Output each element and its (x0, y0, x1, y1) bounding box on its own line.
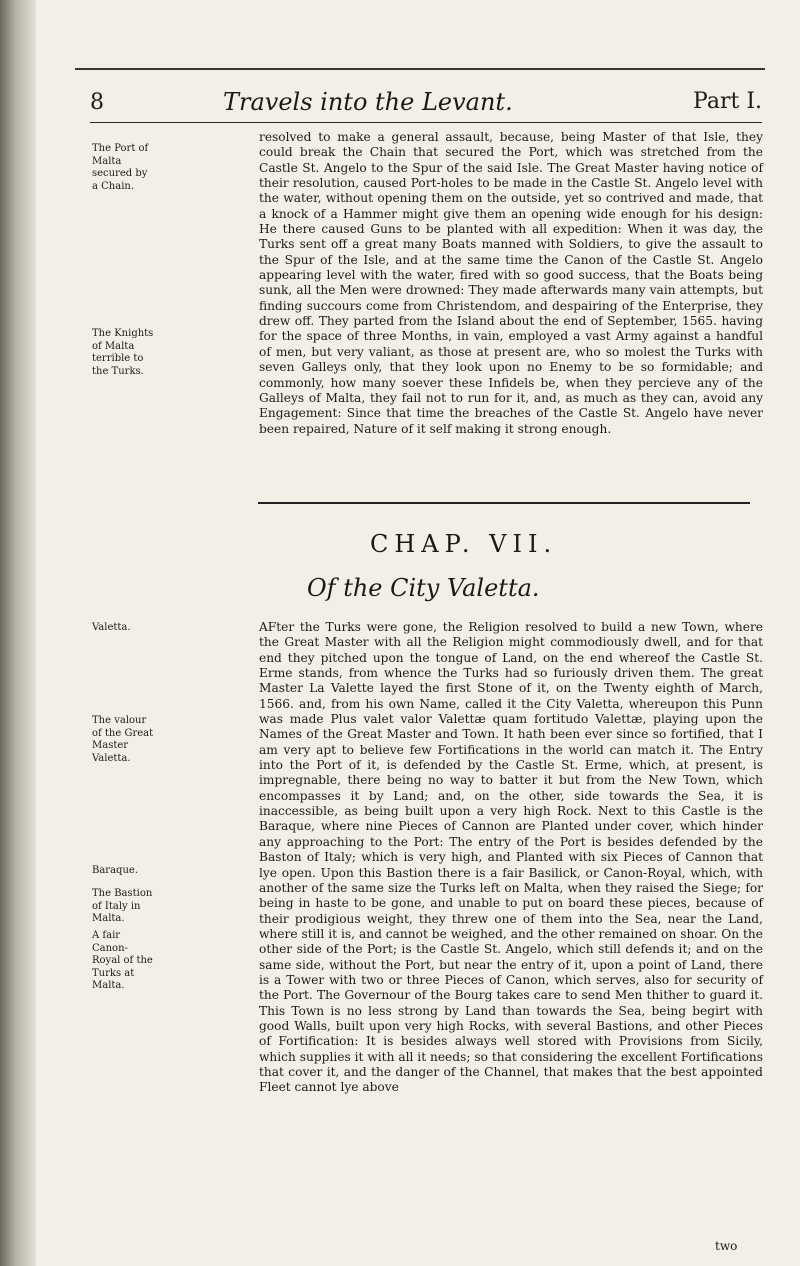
part-label: Part I. (693, 89, 762, 114)
margin-note-port-chain: The Port of Malta secured by a Chain. (92, 143, 149, 192)
margin-note-valetta: Valetta. (92, 622, 131, 633)
page-gutter-shadow (0, 0, 36, 1266)
catchword: two (715, 1239, 738, 1253)
margin-note-bastion: The Bastion of Italy in Malta. (92, 888, 153, 925)
margin-note-valour: The valour of the Great Master Valetta. (92, 715, 154, 764)
paragraph-valetta: AFter the Turks were gone, the Religion resolved to build a new Town, where the Great Master with all the Religion might commodiously dwell, and for that end they pitched upon the tongue of Land, on the end whereof the Castle St. Erme stands, from whence the Turks had so furiously driven them. The great Master La Valette layed the first Stone of it, on the Twenty eighth of March, 1566. and, from his own Name, called it the City Valetta, whereupon this Punn was made Plus valet valor Valettæ quam fortitudo Valettæ, playing upon the Names of the Great Master and Town. It hath been ever since so fortified, that I am very apt to believe few Fortifications in the world can match it. The Entry into the Port of it, is defended by the Castle St. Erme, which, at present, is impregnable, there being no way to batter it but from the New Town, which encompasses it by Land; and, on the other, side towards the Sea, it is inaccessible, as being built upon a very high Rock. Next to this Castle is the Baraque, where nine Pieces of Cannon are Planted under cover, which hinder any approaching to the Port: The entry of the Port is besides defended by the Baston of Italy; which is very high, and Planted with six Pieces of Cannon that lye open. Upon this Bastion there is a fair Basilick, or Canon-Royal, which, with another of the same size the Turks left on Malta, when they raised the Siege; for being in haste to be gone, and unable to put on board these pieces, because of their prodigious weight, they threw one of them into the Sea, near the Land, where still it is, and cannot be weighed, and the other remained on shoar. On the other side of the Port; is the Castle St. Angelo, which still defends it; and on the same side, without the Port, but near the entry of it, upon a point of Land, there is a Tower with two or three Pieces of Canon, which serves, also for security of the Port. The Governour of the Bourg takes care to send Men thither to guard it. This Town is no less strong by Land than towards the Sea, being begirt with good Walls, built upon very high Rocks, with several Bastions, and other Pieces of Fortification: It is besides always well stored with Provisions from Sicily, which supplies it with all it needs; so that considering the excellent Fortifications that cover it, and the danger of the Channel, that makes that the best appointed Fleet cannot lye above (259, 620, 763, 1095)
chapter-title: Of the City Valetta. (307, 574, 540, 602)
margin-note-baraque: Baraque. (92, 865, 138, 876)
header-rule (90, 122, 762, 123)
chapter-heading: CHAP. VII. (370, 530, 558, 558)
page-number: 8 (90, 90, 104, 115)
page-top-edge (75, 68, 765, 70)
chapter-rule (258, 502, 750, 504)
running-header (90, 90, 762, 130)
margin-note-canon-royal: A fair Canon-Royal of the Turks at Malta. (92, 930, 153, 992)
running-title: Travels into the Levant. (223, 88, 513, 116)
paragraph-siege: resolved to make a general assault, because, being Master of that Isle, they could break the Chain that secured the Port, which was stretched from the Castle St. Angelo to the Spur of the said Isle. The Great Master having notice of their resolution, caused Port-holes to be made in the Castle St. Angelo level with the water, without opening them on the outside, yet so contrived and made, that a knock of a Hammer might give them an opening wide enough for his design: He there caused Guns to be planted with all expedition: When it was day, the Turks sent off a great many Boats manned with Soldiers, to give the assault to the Spur of the Isle, and at the same time the Canon of the Castle St. Angelo appearing level with the water, fired with so good success, that the Boats being sunk, all the Men were drowned: They made afterwards many vain attempts, but finding succours come from Christendom, and despairing of the Enterprise, they drew off. They parted from the Island about the end of September, 1565. having for the space of three Months, in vain, employed a vast Army against a handful of men, but very valiant, as those at present are, who so molest the Turks with seven Galleys only, that they look upon no Enemy to be so formidable; and commonly, how many soever these Infidels be, when they percieve any of the Galleys of Malta, they fail not to run for it, and, as much as they can, avoid any Engagement: Since that time the breaches of the Castle St. Angelo have never been repaired, Nature of it self making it strong enough. (259, 130, 763, 436)
margin-note-knights: The Knights of Malta terrible to the Turks. (92, 328, 154, 377)
